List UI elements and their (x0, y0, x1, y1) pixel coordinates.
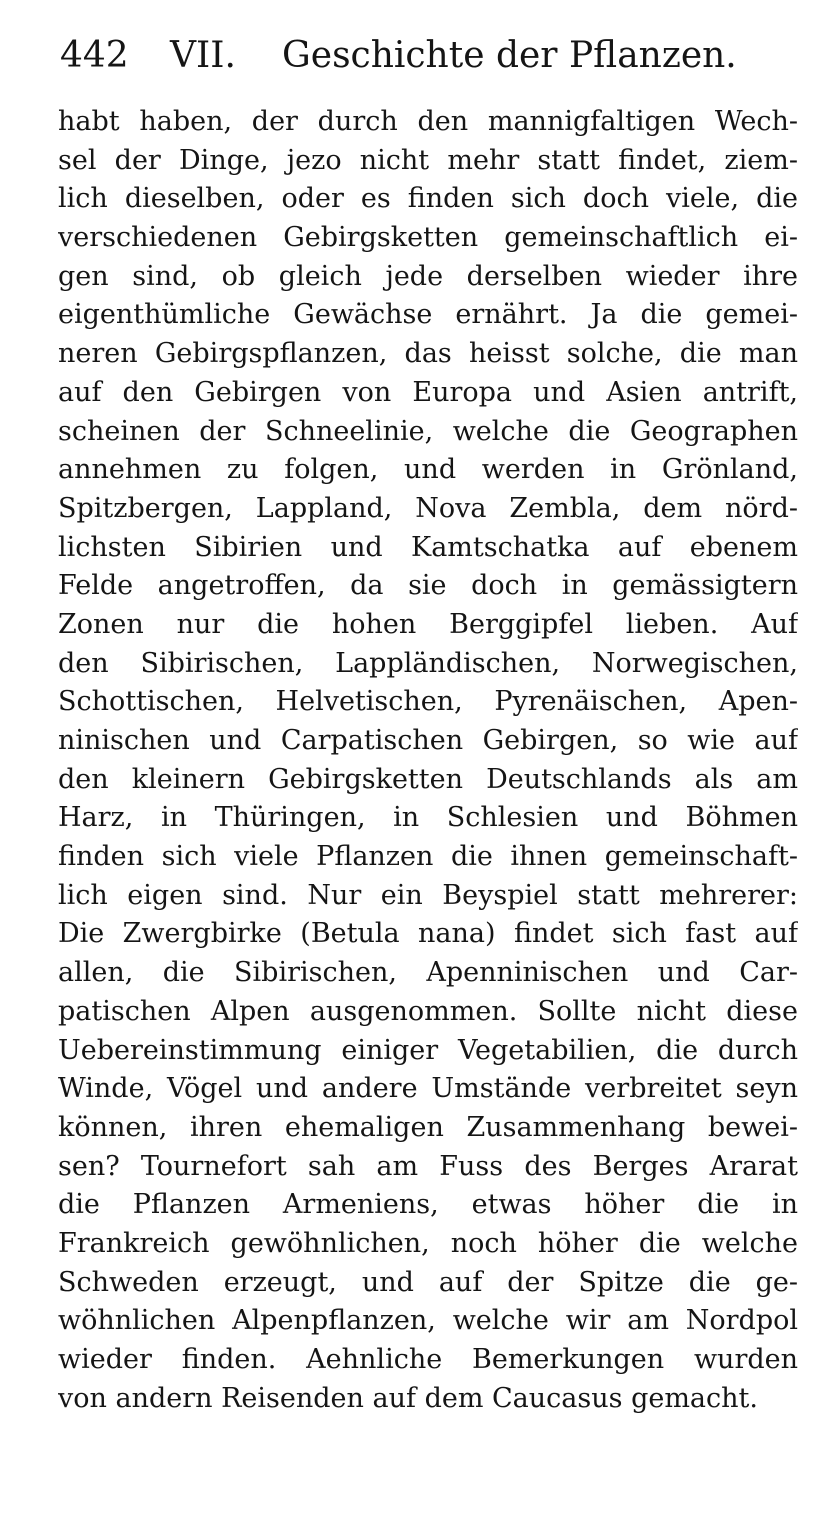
text-line: scheinen der Schneelinie, welche die Geographen (58, 415, 798, 447)
text-line: den Sibirischen, Lappländischen, Norwegischen, (58, 647, 798, 679)
text-line: Frankreich gewöhnlichen, noch höher die welche (58, 1227, 798, 1259)
text-line: gen sind, ob gleich jede derselben wieder ihre (58, 260, 798, 292)
page-number: 442 (60, 35, 129, 76)
text-line: können, ihren ehemaligen Zusammenhang bewei- (58, 1111, 798, 1143)
text-line: den kleinern Gebirgsketten Deutschlands als am (58, 763, 798, 795)
text-line: neren Gebirgspflanzen, das heisst solche, die man (58, 338, 798, 370)
text-line: Uebereinstimmung einiger Vegetabilien, die durch (58, 1034, 798, 1066)
text-line: die Pflanzen Armeniens, etwas höher die in (58, 1189, 798, 1221)
text-line: lichsten Sibirien und Kamtschatka auf ebenem (58, 531, 798, 563)
text-line: eigenthümliche Gewächse ernährt. Ja die gemei- (58, 299, 798, 331)
text-line: annehmen zu folgen, und werden in Grönland, (58, 454, 798, 486)
text-line: lich eigen sind. Nur ein Beyspiel statt mehrerer: (58, 879, 798, 911)
text-line: Die Zwergbirke (Betula nana) findet sich fast auf (58, 918, 798, 950)
text-line: sel der Dinge, jezo nicht mehr statt findet, ziem- (58, 144, 798, 176)
text-line: Winde, Vögel und andere Umstände verbreitet seyn (58, 1073, 798, 1105)
text-line: wöhnlichen Alpenpflanzen, welche wir am Nordpol (58, 1305, 798, 1337)
text-line: Harz, in Thüringen, in Schlesien und Böhmen (58, 802, 798, 834)
text-line: allen, die Sibirischen, Apenninischen und Car- (58, 957, 798, 989)
text-line: wieder finden. Aehnliche Bemerkungen wurden (58, 1344, 798, 1375)
text-line: auf den Gebirgen von Europa und Asien antrift, (58, 376, 798, 408)
text-line: finden sich viele Pflanzen die ihnen gemeinschaft- (58, 841, 798, 873)
text-line: verschiedenen Gebirgsketten gemeinschaftlich ei- (58, 222, 798, 254)
text-line: Zonen nur die hohen Berggipfel lieben. Auf (58, 608, 798, 640)
running-title: Geschichte der Pflanzen. (282, 35, 737, 76)
text-line: lich dieselben, oder es finden sich doch viele, die (58, 183, 798, 215)
chapter-number: VII. (170, 35, 236, 76)
text-line: patischen Alpen ausgenommen. Sollte nicht diese (58, 995, 798, 1027)
text-line: ninischen und Carpatischen Gebirgen, so wie auf (58, 725, 798, 756)
text-line: Schottischen, Helvetischen, Pyrenäischen, Apen- (58, 686, 798, 718)
text-line: Schweden erzeugt, und auf der Spitze die ge- (58, 1266, 798, 1298)
text-line: Felde angetroffen, da sie doch in gemässigtern (58, 570, 798, 602)
body-text (58, 103, 798, 1418)
text-line: Spitzbergen, Lappland, Nova Zembla, dem nörd- (58, 492, 798, 524)
running-header (60, 26, 780, 86)
text-line: sen? Tournefort sah am Fuss des Berges Ararat (58, 1150, 798, 1182)
text-line: von andern Reisenden auf dem Caucasus gemacht. (58, 1382, 758, 1414)
text-line: habt haben, der durch den mannigfaltigen Wech- (58, 106, 798, 137)
